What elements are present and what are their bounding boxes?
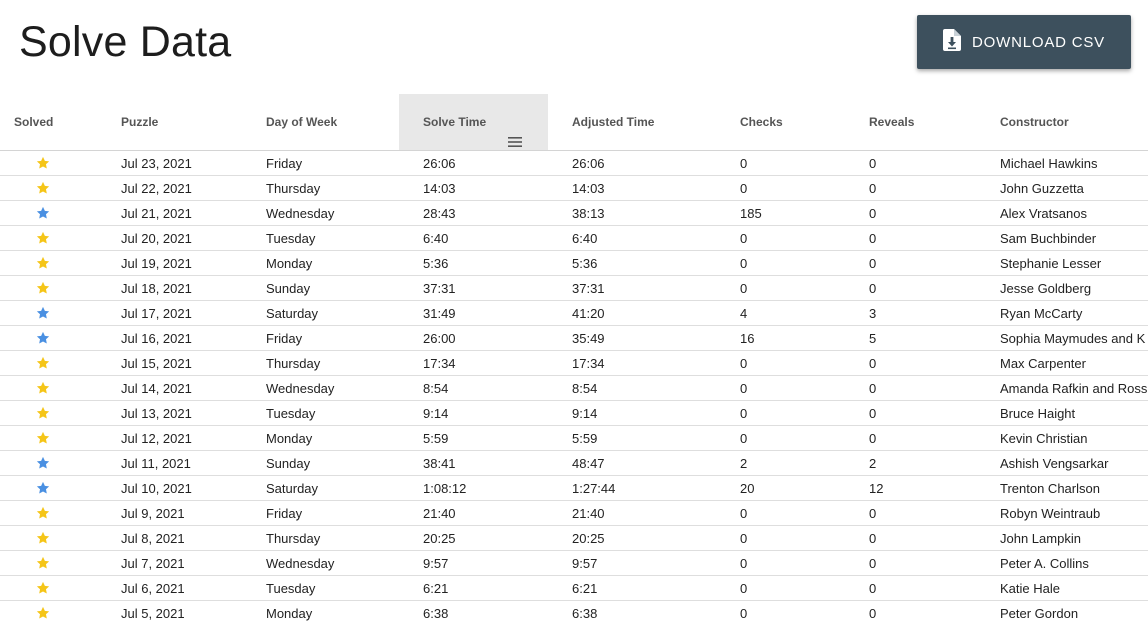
checks-cell: 0 [740, 581, 748, 596]
checks-cell: 4 [740, 306, 748, 321]
puzzle-cell: Jul 17, 2021 [121, 306, 192, 321]
adjusted-time-cell: 5:59 [572, 431, 598, 446]
solve-time-cell: 38:41 [423, 456, 456, 471]
adjusted-time-cell: 48:47 [572, 456, 605, 471]
checks-cell: 0 [740, 381, 748, 396]
gold-star-icon [36, 606, 50, 620]
blue-star-icon [36, 206, 50, 220]
solve-time-cell: 26:06 [423, 156, 456, 171]
reveals-cell: 0 [869, 356, 877, 371]
constructor-cell: Jesse Goldberg [1000, 281, 1092, 296]
table-row[interactable] [0, 576, 1148, 601]
adjusted-time-cell: 9:14 [572, 406, 598, 421]
constructor-cell: Michael Hawkins [1000, 156, 1098, 171]
reveals-cell: 0 [869, 556, 877, 571]
adjusted-time-cell: 9:57 [572, 556, 598, 571]
reveals-cell: 0 [869, 206, 877, 221]
blue-star-icon [36, 481, 50, 495]
reveals-cell: 0 [869, 406, 877, 421]
table-row[interactable] [0, 176, 1148, 201]
day-of-week-cell: Saturday [266, 481, 319, 496]
solve-time-cell: 8:54 [423, 381, 449, 396]
checks-cell: 2 [740, 456, 748, 471]
reveals-cell: 0 [869, 156, 877, 171]
reveals-cell: 0 [869, 581, 877, 596]
day-of-week-cell: Wednesday [266, 556, 335, 571]
solve-time-cell: 31:49 [423, 306, 456, 321]
gold-star-icon [36, 506, 50, 520]
reveals-cell: 0 [869, 506, 877, 521]
checks-cell: 0 [740, 281, 748, 296]
table-row[interactable] [0, 251, 1148, 276]
checks-cell: 0 [740, 556, 748, 571]
solve-time-cell: 17:34 [423, 356, 456, 371]
reveals-cell: 2 [869, 456, 877, 471]
puzzle-cell: Jul 11, 2021 [121, 456, 191, 471]
reveals-cell: 0 [869, 606, 877, 621]
table-row[interactable] [0, 401, 1148, 426]
constructor-cell: Max Carpenter [1000, 356, 1086, 371]
day-of-week-cell: Wednesday [266, 206, 335, 221]
day-of-week-cell: Tuesday [266, 581, 316, 596]
reveals-cell: 0 [869, 531, 877, 546]
puzzle-cell: Jul 8, 2021 [121, 531, 185, 546]
column-header-day-of-week[interactable]: Day of Week [266, 115, 338, 129]
column-header-solve-time-label: Solve Time [423, 115, 487, 129]
adjusted-time-cell: 41:20 [572, 306, 605, 321]
reveals-cell: 0 [869, 231, 877, 246]
adjusted-time-cell: 6:40 [572, 231, 598, 246]
column-header-checks[interactable]: Checks [740, 115, 783, 129]
solve-time-cell: 9:57 [423, 556, 449, 571]
gold-star-icon [36, 356, 50, 370]
table-row[interactable] [0, 226, 1148, 251]
table-row[interactable] [0, 476, 1148, 501]
adjusted-time-cell: 21:40 [572, 506, 605, 521]
file-download-icon [943, 29, 961, 51]
gold-star-icon [36, 281, 50, 295]
day-of-week-cell: Monday [266, 256, 313, 271]
checks-cell: 0 [740, 356, 748, 371]
adjusted-time-cell: 14:03 [572, 181, 605, 196]
constructor-cell: Robyn Weintraub [1000, 506, 1101, 521]
constructor-cell: Sam Buchbinder [1000, 231, 1097, 246]
blue-star-icon [36, 456, 50, 470]
day-of-week-cell: Friday [266, 156, 303, 171]
column-header-solved[interactable]: Solved [14, 115, 54, 129]
adjusted-time-cell: 20:25 [572, 531, 605, 546]
puzzle-cell: Jul 13, 2021 [121, 406, 192, 421]
gold-star-icon [36, 556, 50, 570]
gold-star-icon [36, 406, 50, 420]
adjusted-time-cell: 17:34 [572, 356, 605, 371]
solve-time-cell: 1:08:12 [423, 481, 467, 496]
puzzle-cell: Jul 18, 2021 [121, 281, 192, 296]
reveals-cell: 5 [869, 331, 877, 346]
column-header-solve-time[interactable] [399, 94, 548, 150]
table-row[interactable] [0, 326, 1148, 351]
table-row[interactable] [0, 351, 1148, 376]
constructor-cell: Amanda Rafkin and Ross [1000, 381, 1148, 396]
day-of-week-cell: Monday [266, 431, 313, 446]
reveals-cell: 0 [869, 256, 877, 271]
puzzle-cell: Jul 10, 2021 [121, 481, 192, 496]
checks-cell: 0 [740, 506, 748, 521]
table-row[interactable] [0, 526, 1148, 551]
constructor-cell: Trenton Charlson [1000, 481, 1100, 496]
reveals-cell: 0 [869, 431, 877, 446]
table-row[interactable] [0, 301, 1148, 326]
download-csv-label: DOWNLOAD CSV [972, 33, 1105, 51]
puzzle-cell: Jul 16, 2021 [121, 331, 192, 346]
column-header-reveals[interactable]: Reveals [869, 115, 915, 129]
checks-cell: 0 [740, 231, 748, 246]
constructor-cell: Peter A. Collins [1000, 556, 1089, 571]
puzzle-cell: Jul 19, 2021 [121, 256, 192, 271]
table-row[interactable] [0, 376, 1148, 401]
day-of-week-cell: Friday [266, 506, 303, 521]
puzzle-cell: Jul 22, 2021 [121, 181, 192, 196]
adjusted-time-cell: 5:36 [572, 256, 598, 271]
day-of-week-cell: Thursday [266, 356, 321, 371]
constructor-cell: Ashish Vengsarkar [1000, 456, 1109, 471]
checks-cell: 0 [740, 256, 748, 271]
day-of-week-cell: Monday [266, 606, 313, 621]
solve-time-cell: 5:36 [423, 256, 449, 271]
adjusted-time-cell: 6:21 [572, 581, 598, 596]
solve-time-cell: 6:38 [423, 606, 449, 621]
constructor-cell: Peter Gordon [1000, 606, 1079, 621]
adjusted-time-cell: 37:31 [572, 281, 605, 296]
reveals-cell: 0 [869, 281, 877, 296]
adjusted-time-cell: 6:38 [572, 606, 598, 621]
day-of-week-cell: Saturday [266, 306, 319, 321]
adjusted-time-cell: 26:06 [572, 156, 605, 171]
adjusted-time-cell: 1:27:44 [572, 481, 616, 496]
constructor-cell: Katie Hale [1000, 581, 1060, 596]
puzzle-cell: Jul 5, 2021 [121, 606, 185, 621]
table-row[interactable] [0, 151, 1148, 176]
puzzle-cell: Jul 9, 2021 [121, 506, 185, 521]
table-row[interactable] [0, 501, 1148, 526]
column-header-constructor[interactable]: Constructor [1000, 115, 1069, 129]
gold-star-icon [36, 381, 50, 395]
column-header-puzzle[interactable]: Puzzle [121, 115, 159, 129]
reveals-cell: 3 [869, 306, 877, 321]
day-of-week-cell: Tuesday [266, 231, 316, 246]
solve-time-cell: 6:40 [423, 231, 449, 246]
column-menu-icon[interactable] [508, 116, 522, 128]
day-of-week-cell: Tuesday [266, 406, 316, 421]
blue-star-icon [36, 306, 50, 320]
checks-cell: 0 [740, 431, 748, 446]
table-row[interactable] [0, 601, 1148, 623]
constructor-cell: Ryan McCarty [1000, 306, 1083, 321]
puzzle-cell: Jul 7, 2021 [121, 556, 185, 571]
constructor-cell: John Lampkin [1000, 531, 1081, 546]
table-body [0, 151, 1148, 623]
solve-time-cell: 9:14 [423, 406, 449, 421]
solve-data-table [0, 94, 1148, 623]
gold-star-icon [36, 581, 50, 595]
checks-cell: 0 [740, 406, 748, 421]
adjusted-time-cell: 8:54 [572, 381, 598, 396]
day-of-week-cell: Sunday [266, 456, 311, 471]
reveals-cell: 12 [869, 481, 884, 496]
day-of-week-cell: Friday [266, 331, 303, 346]
day-of-week-cell: Thursday [266, 531, 321, 546]
reveals-cell: 0 [869, 381, 877, 396]
table-row[interactable] [0, 551, 1148, 576]
constructor-cell: Bruce Haight [1000, 406, 1076, 421]
download-csv-button[interactable] [917, 15, 1131, 69]
table-row[interactable] [0, 276, 1148, 301]
day-of-week-cell: Wednesday [266, 381, 335, 396]
reveals-cell: 0 [869, 181, 877, 196]
solve-time-cell: 28:43 [423, 206, 456, 221]
solve-time-cell: 20:25 [423, 531, 456, 546]
day-of-week-cell: Sunday [266, 281, 311, 296]
table-header [0, 94, 1148, 151]
solve-time-cell: 14:03 [423, 181, 456, 196]
checks-cell: 20 [740, 481, 755, 496]
day-of-week-cell: Thursday [266, 181, 321, 196]
constructor-cell: Stephanie Lesser [1000, 256, 1102, 271]
solve-time-cell: 21:40 [423, 506, 456, 521]
column-header-adjusted-time[interactable]: Adjusted Time [572, 115, 655, 129]
adjusted-time-cell: 38:13 [572, 206, 605, 221]
checks-cell: 185 [740, 206, 762, 221]
checks-cell: 16 [740, 331, 755, 346]
puzzle-cell: Jul 20, 2021 [121, 231, 192, 246]
table-row[interactable] [0, 451, 1148, 476]
solve-time-cell: 5:59 [423, 431, 449, 446]
constructor-cell: Alex Vratsanos [1000, 206, 1087, 221]
gold-star-icon [36, 181, 50, 195]
gold-star-icon [36, 156, 50, 170]
puzzle-cell: Jul 12, 2021 [121, 431, 192, 446]
checks-cell: 0 [740, 531, 748, 546]
solve-time-cell: 26:00 [423, 331, 456, 346]
checks-cell: 0 [740, 606, 748, 621]
gold-star-icon [36, 531, 50, 545]
table-row[interactable] [0, 426, 1148, 451]
solve-time-cell: 6:21 [423, 581, 449, 596]
adjusted-time-cell: 35:49 [572, 331, 605, 346]
checks-cell: 0 [740, 156, 748, 171]
gold-star-icon [36, 256, 50, 270]
puzzle-cell: Jul 15, 2021 [121, 356, 192, 371]
constructor-cell: Sophia Maymudes and K [1000, 331, 1146, 346]
gold-star-icon [36, 431, 50, 445]
constructor-cell: John Guzzetta [1000, 181, 1084, 196]
puzzle-cell: Jul 21, 2021 [121, 206, 192, 221]
puzzle-cell: Jul 23, 2021 [121, 156, 192, 171]
puzzle-cell: Jul 6, 2021 [121, 581, 185, 596]
constructor-cell: Kevin Christian [1000, 431, 1088, 446]
gold-star-icon [36, 231, 50, 245]
checks-cell: 0 [740, 181, 748, 196]
page-title: Solve Data [19, 18, 232, 66]
puzzle-cell: Jul 14, 2021 [121, 381, 192, 396]
table-row[interactable] [0, 201, 1148, 226]
blue-star-icon [36, 331, 50, 345]
solve-time-cell: 37:31 [423, 281, 456, 296]
